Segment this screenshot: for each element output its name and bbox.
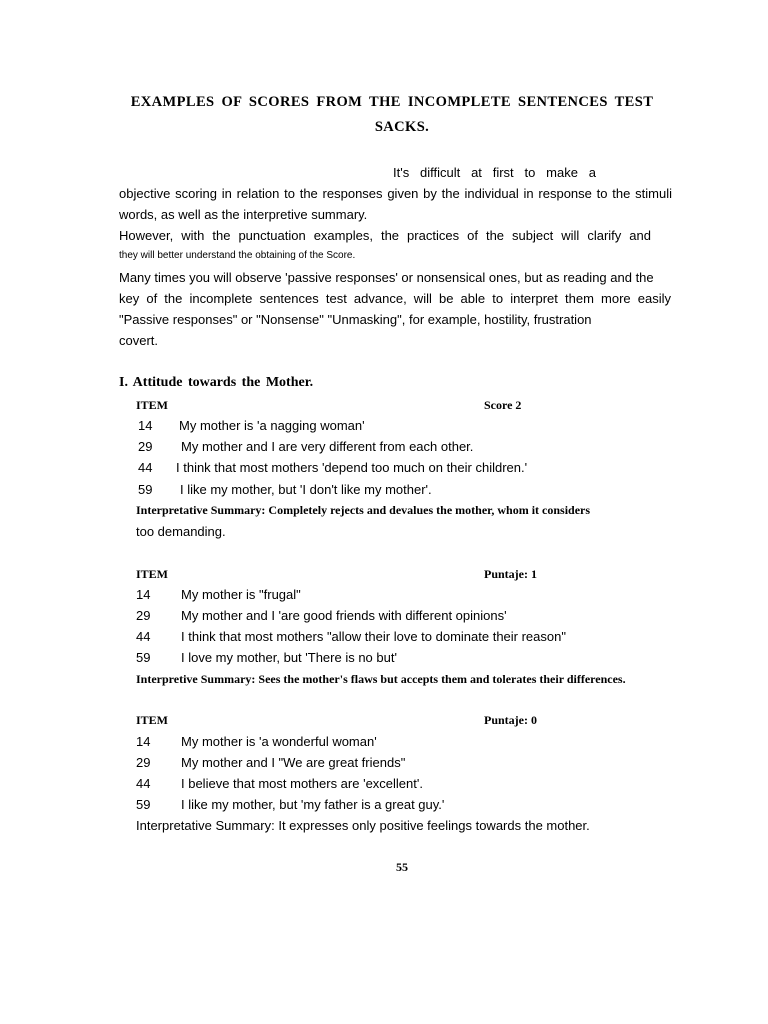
item-number: 29 <box>136 755 151 770</box>
page-number: 55 <box>396 860 408 874</box>
item-response: My mother and I are very different from each other. <box>181 439 474 454</box>
intro-p2-line1: However, with the punctuation examples, the practices of the subject will clarify and <box>119 228 651 243</box>
item-response: My mother is 'a wonderful woman' <box>181 734 377 749</box>
intro-p1-line1: It's difficult at first to make a <box>393 165 596 180</box>
item-number: 44 <box>138 460 153 475</box>
item-column-header: ITEM <box>136 713 169 727</box>
item-column-header: ITEM <box>136 567 169 581</box>
intro-p1-line2: objective scoring in relation to the responses given by the individual in response to the stimuli <box>119 186 672 201</box>
intro-p3-line4: covert. <box>119 333 159 348</box>
item-number: 29 <box>138 439 153 454</box>
item-number: 29 <box>136 608 151 623</box>
item-response: I love my mother, but 'There is no but' <box>181 650 397 665</box>
section-heading: I. Attitude towards the Mother. <box>119 375 314 390</box>
intro-p3-line3: "Passive responses" or "Nonsense" "Unmasking", for example, hostility, frustration <box>119 312 592 327</box>
item-number: 44 <box>136 629 151 644</box>
score-header: Puntaje: 1 <box>484 567 537 581</box>
interpretative-summary-cont: too demanding. <box>136 524 226 539</box>
document-title-line2: SACKS. <box>374 119 430 135</box>
item-number: 59 <box>136 650 151 665</box>
intro-p3-line1: Many times you will observe 'passive responses' or nonsensical ones, but as reading and the <box>119 270 654 285</box>
item-number: 14 <box>136 734 151 749</box>
item-number: 59 <box>138 482 153 497</box>
interpretative-summary: Interpretive Summary: Sees the mother's flaws but accepts them and tolerates their differences. <box>136 672 626 686</box>
item-number: 44 <box>136 776 151 791</box>
score-header: Score 2 <box>484 398 522 412</box>
item-response: I like my mother, but 'I don't like my mother'. <box>180 482 432 497</box>
interpretative-summary: Interpretative Summary: Completely rejects and devalues the mother, whom it considers <box>136 503 591 517</box>
item-column-header: ITEM <box>136 398 169 412</box>
item-response: My mother and I "We are great friends" <box>181 755 406 770</box>
score-header: Puntaje: 0 <box>484 713 537 727</box>
item-number: 14 <box>136 587 151 602</box>
interpretative-summary: Interpretative Summary: It expresses only positive feelings towards the mother. <box>136 818 590 833</box>
item-response: I think that most mothers 'depend too much on their children.' <box>176 460 528 475</box>
intro-p3-line2: key of the incomplete sentences test advance, will be able to interpret them more easily <box>119 291 671 306</box>
item-response: My mother is 'a nagging woman' <box>179 418 365 433</box>
item-response: I believe that most mothers are 'excellent'. <box>181 776 423 791</box>
intro-p2-line2: they will better understand the obtaining of the Score. <box>119 250 356 261</box>
intro-p1-line3: words, as well as the interpretive summary. <box>119 207 368 222</box>
item-number: 59 <box>136 797 151 812</box>
item-response: My mother and I 'are good friends with different opinions' <box>181 608 507 623</box>
item-response: My mother is "frugal" <box>181 587 301 602</box>
item-response: I like my mother, but 'my father is a great guy.' <box>181 797 445 812</box>
item-number: 14 <box>138 418 153 433</box>
document-title-line1: EXAMPLES OF SCORES FROM THE INCOMPLETE SENTENCES TEST <box>130 94 654 110</box>
item-response: I think that most mothers "allow their love to dominate their reason" <box>181 629 566 644</box>
